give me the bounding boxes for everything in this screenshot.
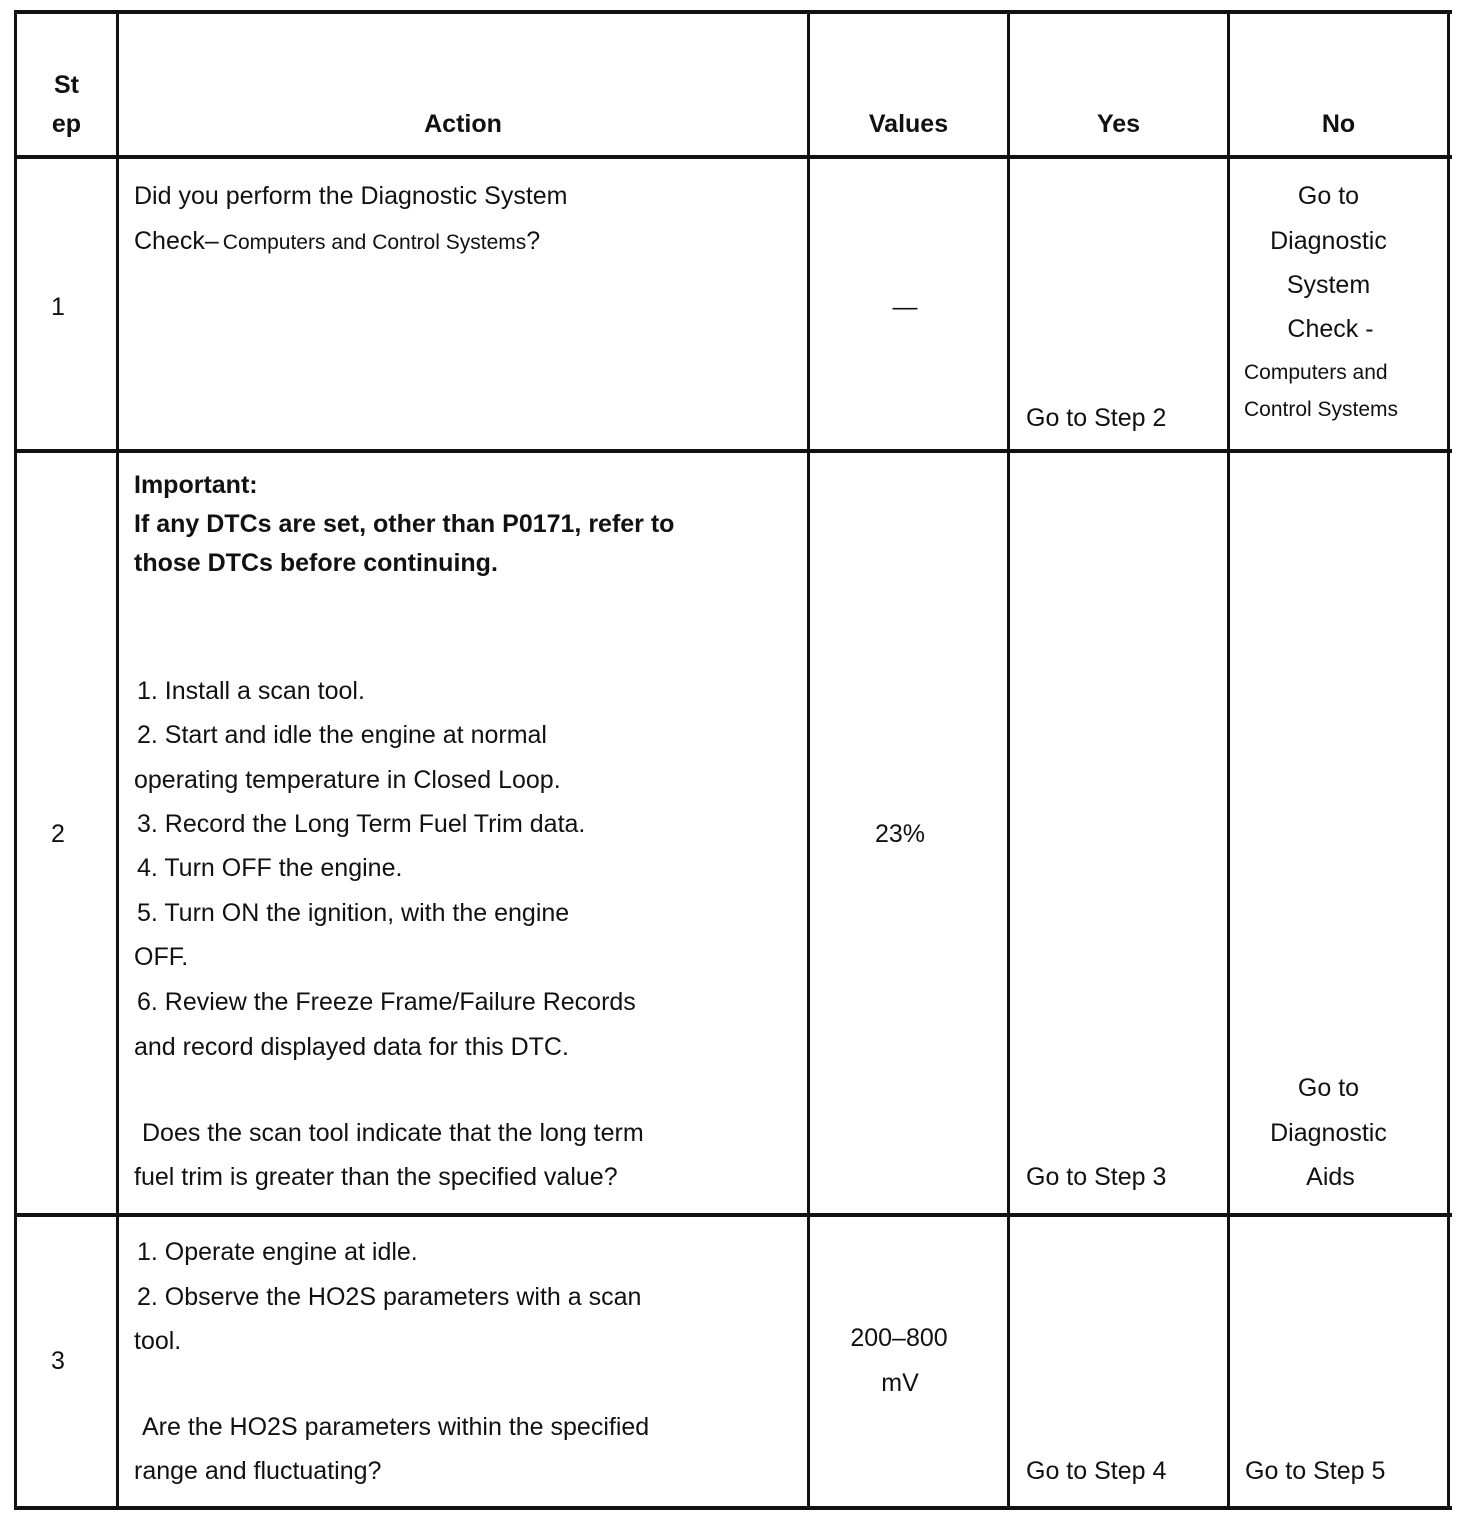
row-2-no-line1: Go to [1297, 1074, 1360, 1102]
row-2-step-item-5b: OFF. [134, 943, 189, 971]
row-2-step-item-1: 1. Install a scan tool. [137, 677, 365, 705]
row-3-step-item-2b: tool. [134, 1327, 182, 1355]
row-3-question-line1: Are the HO2S parameters within the specified [142, 1413, 650, 1441]
row-1-action-check: Check [134, 227, 205, 255]
row-3-no: Go to Step 5 [1245, 1457, 1386, 1485]
row-1-value: — [892, 293, 918, 321]
col-divider-step [116, 10, 119, 1510]
row-2-step-item-6a: 6. Review the Freeze Frame/Failure Records [137, 988, 636, 1016]
row-3-step-item-1: 1. Operate engine at idle. [137, 1238, 418, 1266]
table-border-bottom [14, 1506, 1452, 1510]
row-1-no-line1: Go to [1297, 182, 1360, 210]
row-2-important-line1: If any DTCs are set, other than P0171, refer to [134, 510, 675, 538]
table-border-top [14, 10, 1452, 14]
row-3-yes: Go to Step 4 [1026, 1457, 1167, 1485]
row-1-no-line6: Control Systems [1244, 398, 1399, 421]
header-yes: Yes [1096, 110, 1141, 138]
row-2-step: 2 [51, 820, 65, 848]
row-1-step: 1 [51, 293, 65, 321]
header-action: Action [424, 110, 502, 138]
row-3-value-line2: mV [881, 1369, 919, 1397]
row-2-no-line3: Aids [1306, 1163, 1355, 1191]
col-divider-values [1007, 10, 1010, 1510]
row-2-step-item-2b: operating temperature in Closed Loop. [134, 766, 561, 794]
row-2-step-item-3: 3. Record the Long Term Fuel Trim data. [137, 810, 586, 838]
row-1-no-line5: Computers and [1244, 361, 1388, 384]
col-divider-action [807, 10, 810, 1510]
row-1-no-line2: Diagnostic [1270, 227, 1387, 255]
row-3-question-line2: range and fluctuating? [134, 1457, 382, 1485]
row-2-question-line1: Does the scan tool indicate that the long term [142, 1119, 644, 1147]
row-1-action-dash: – [204, 227, 219, 255]
header-step-line1: St [54, 71, 79, 99]
row-1-action-question: ? [526, 227, 541, 255]
row-2-important-label: Important: [134, 471, 258, 499]
row-1-action-link-text: Computers and Control Systems [222, 231, 527, 254]
row-2-important-line2: those DTCs before continuing. [134, 549, 498, 577]
row-1-no-line4: Check - [1287, 315, 1374, 343]
row-2-step-item-6b: and record displayed data for this DTC. [134, 1033, 569, 1061]
table-border-left [14, 10, 17, 1510]
row-2-question-line2: fuel trim is greater than the specified value? [134, 1163, 618, 1191]
row-3-step-item-2a: 2. Observe the HO2S parameters with a scan [137, 1283, 642, 1311]
row-1-action-line2 [134, 226, 540, 258]
header-row-divider [14, 155, 1452, 159]
row-1-yes: Go to Step 2 [1026, 404, 1167, 432]
row-1-action-line1: Did you perform the Diagnostic System [134, 182, 568, 210]
row-2-no-line2: Diagnostic [1270, 1119, 1387, 1147]
row-2-divider [14, 1213, 1452, 1217]
header-no: No [1321, 110, 1356, 138]
table-border-right [1447, 10, 1450, 1510]
row-2-yes: Go to Step 3 [1026, 1163, 1167, 1191]
row-3-value-line1: 200–800 [850, 1324, 948, 1352]
header-values: Values [868, 110, 949, 138]
row-3-step: 3 [51, 1347, 65, 1375]
header-step-line2: ep [51, 110, 82, 138]
row-1-divider [14, 449, 1452, 453]
row-2-step-item-5a: 5. Turn ON the ignition, with the engine [137, 899, 570, 927]
row-2-step-item-4: 4. Turn OFF the engine. [137, 854, 403, 882]
row-2-step-item-2a: 2. Start and idle the engine at normal [137, 721, 547, 749]
row-2-value: 23% [874, 820, 926, 848]
row-1-no-line3: System [1286, 271, 1371, 299]
